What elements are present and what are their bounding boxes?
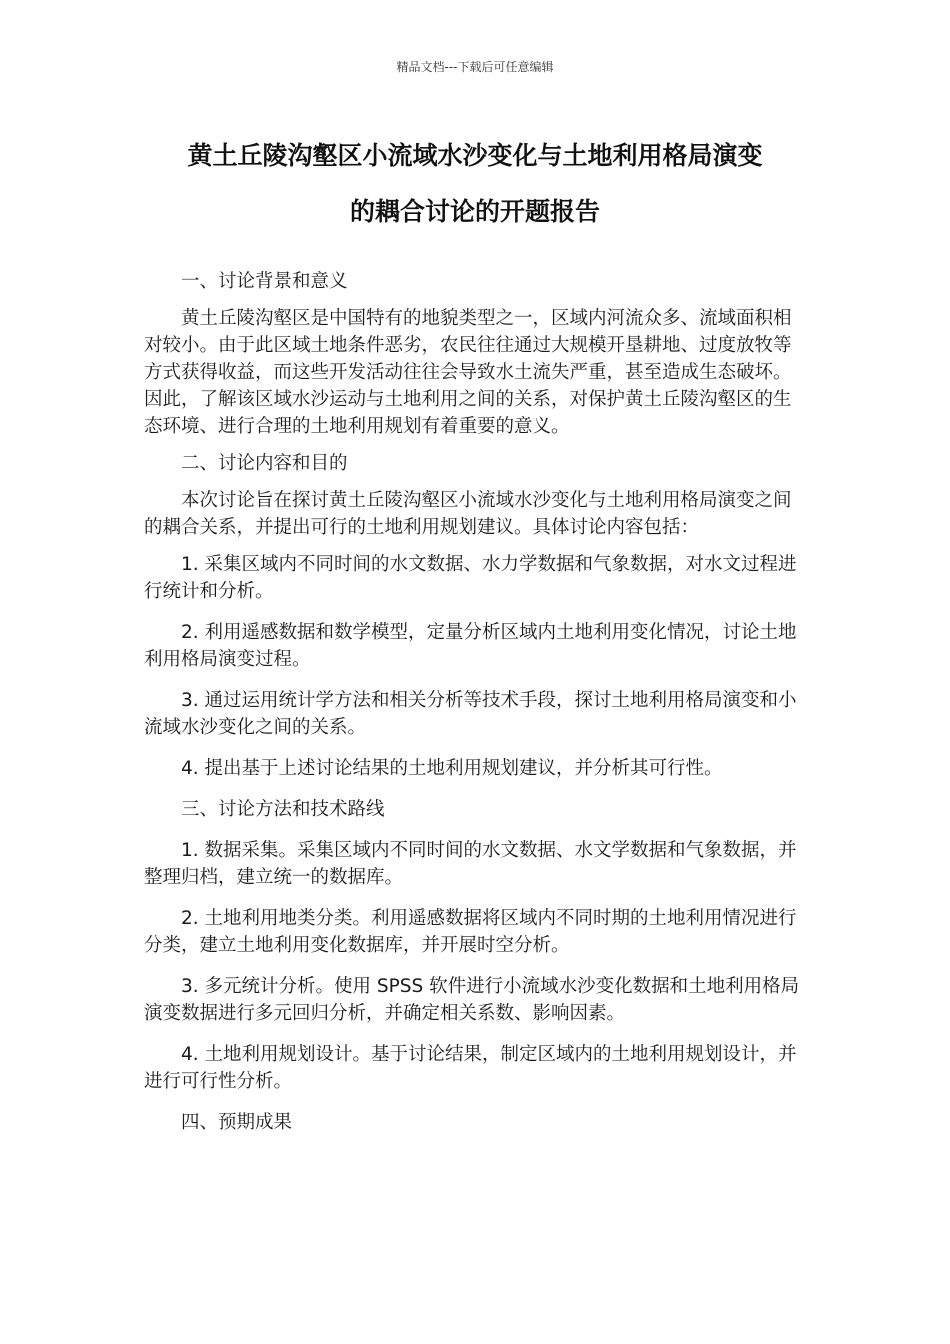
- list-item: 1. 数据采集。采集区域内不同时间的水文数据、水文学数据和气象数据，并整理归档，建立统一的数据库。: [144, 840, 797, 888]
- list-item: 1. 采集区域内不同时间的水文数据、水力学数据和气象数据，对水文过程进行统计和分析。: [144, 554, 797, 602]
- section-heading-background: 一、讨论背景和意义: [181, 271, 348, 292]
- paragraph-content-intro: 本次讨论旨在探讨黄土丘陵沟壑区小流域水沙变化与土地利用格局演变之间的耦合关系，并提出可行的土地利用规划建议。具体讨论内容包括：: [144, 490, 792, 538]
- list-item: 2. 土地利用地类分类。利用遥感数据将区域内不同时期的土地利用情况进行分类，建立土地利用变化数据库，并开展时空分析。: [144, 908, 797, 956]
- list-item: 3. 多元统计分析。使用 SPSS 软件进行小流域水沙变化数据和土地利用格局演变数据进行多元回归分析，并确定相关系数、影响因素。: [144, 976, 800, 1024]
- document-body: [144, 268, 806, 1136]
- document-title: [118, 128, 832, 240]
- section-heading-outcomes: 四、预期成果: [181, 1112, 293, 1133]
- list-item: 4. 土地利用规划设计。基于讨论结果，制定区域内的土地利用规划设计，并进行可行性分析。: [144, 1044, 797, 1092]
- page-header: 精品文档---下载后可任意编辑: [396, 60, 554, 74]
- section-heading-methods: 三、讨论方法和技术路线: [181, 799, 385, 820]
- list-item: 2. 利用遥感数据和数学模型，定量分析区域内土地利用变化情况，讨论土地利用格局演变过程。: [144, 622, 797, 670]
- document-title-line-2: 的耦合讨论的开题报告: [349, 197, 600, 226]
- section-heading-content: 二、讨论内容和目的: [181, 453, 348, 474]
- document-title-line-1: 黄土丘陵沟壑区小流域水沙变化与土地利用格局演变: [187, 141, 763, 170]
- list-item: 3. 通过运用统计学方法和相关分析等技术手段，探讨土地利用格局演变和小流域水沙变化之间的关系。: [144, 690, 797, 738]
- paragraph-background: 黄土丘陵沟壑区是中国特有的地貌类型之一，区域内河流众多、流域面积相对较小。由于此区域土地条件恶劣，农民往往通过大规模开垦耕地、过度放牧等方式获得收益，而这些开发活动往往会导致水土流失严重，甚至造成生态破坏。因此，了解该区域水沙运动与土地利用之间的关系，对保护黄土丘陵沟壑区的生态环境、进行合理的土地利用规划有着重要的意义。: [144, 308, 792, 437]
- list-item: 4. 提出基于上述讨论结果的土地利用规划建议，并分析其可行性。: [181, 758, 723, 779]
